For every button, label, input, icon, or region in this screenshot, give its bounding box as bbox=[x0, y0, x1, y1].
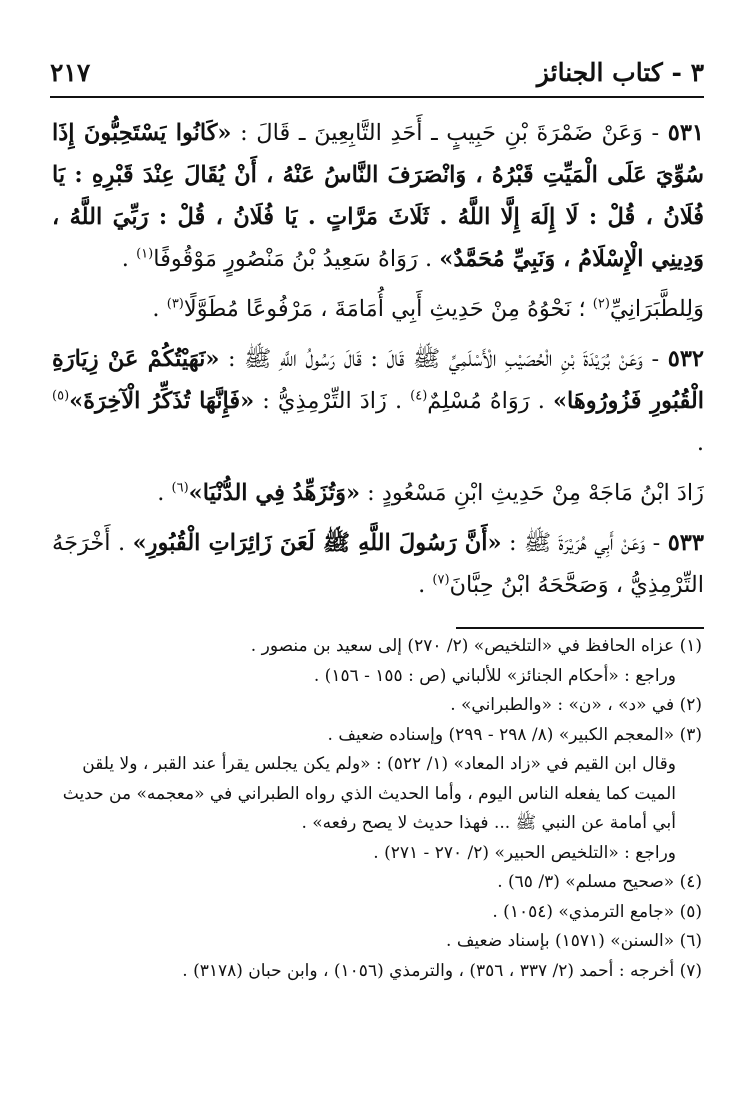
footnote-ref[interactable]: (٢) bbox=[592, 296, 610, 312]
hadith-quote: «نَهَيْتُكُمْ عَنْ زِيَارَةِ الْقُبُورِ فَزُورُوهَا» bbox=[52, 346, 704, 414]
hadith-number: ٥٣٢ bbox=[667, 346, 704, 372]
footnote-ref[interactable]: (٤) bbox=[410, 388, 428, 404]
chapter-title: ٣ - كتاب الجنائز bbox=[536, 57, 704, 87]
footnote-5: (٥) «جامع الترمذي» (١٠٥٤) . bbox=[492, 901, 702, 922]
footnote-ref[interactable]: (٥) bbox=[52, 388, 70, 404]
hadith-quote-addition: «فَإِنَّهَا تُذَكِّرُ الْآخِرَةَ» bbox=[69, 388, 255, 414]
footnotes bbox=[52, 632, 702, 986]
header-divider bbox=[50, 96, 704, 98]
addition-text: ؛ نَحْوُهُ مِنْ حَدِيثِ أَبِي أُمَامَةَ ، مَرْفُوعًا مُطَوَّلًا bbox=[183, 296, 593, 322]
hadith-532: ٥٣٢ - وَعَنْ بُرَيْدَةَ بْنِ الْحُصَيْبِ الْأَسْلَمِيِّ ﷺ قَالَ : قَالَ رَسُولُ اللَّهِ ﷺ : «نَهَيْتُكُمْ عَنْ زِيَارَةِ الْقُبُورِ فَزُورُوهَا» . رَوَاهُ مُسْلِمٌ$^{(٤)}$ . زَادَ التِّرْمِذِيُّ : «فَإِنَّهَا تُذَكِّرُ الْآخِرَةَ»$^{(٥)}$ . bbox=[52, 346, 704, 456]
hadith-quote: «كَانُوا يَسْتَحِبُّونَ إِذَا سُوِّيَ عَلَى الْمَيِّتِ قَبْرُهُ ، وَانْصَرَفَ النَّاسُ عَنْهُ ، أَنْ يُقَالَ عِنْدَ قَبْرِهِ : يَا فُلَانُ ، قُلْ : لَا إِلَهَ إِلَّا اللَّهُ . ثَلَاثَ مَرَّاتٍ . يَا فُلَانُ ، قُلْ : رَبِّيَ اللَّهُ ، وَدِينِي الْإِسْلَامُ ، وَنَبِيِّ مُحَمَّدٌ» bbox=[52, 120, 705, 272]
hadith-narrator: - وَعَنْ بُرَيْدَةَ بْنِ الْحُصَيْبِ الْأَسْلَمِيِّ ﷺ قَالَ : قَالَ رَسُولُ اللَّهِ ﷺ : bbox=[219, 346, 668, 372]
footnote-ref[interactable]: (٣) bbox=[166, 296, 184, 312]
hadith-narrator: - وَعَنْ ضَمْرَةَ بْنِ حَبِيبٍ ـ أَحَدِ التَّابِعِينَ ـ قَالَ : bbox=[231, 120, 668, 146]
footnote-1: (١) عزاه الحافظ في «التلخيص» (٢/ ٢٧٠) إلى سعيد بن منصور . bbox=[250, 636, 702, 656]
hadith-531-addition: وَلِلطَّبَرَانِيِّ$^{(٢)}$ ؛ نَحْوُهُ مِنْ حَدِيثِ أَبِي أُمَامَةَ ، مَرْفُوعًا مُطَوَّلًا$^{(٣)}$ . bbox=[152, 296, 704, 322]
hadith-532-addition: زَادَ ابْنُ مَاجَهْ مِنْ حَدِيثِ ابْنِ مَسْعُودٍ : «وَتُزَهِّدُ فِي الدُّنْيَا»$^{(٦)}$ . bbox=[157, 480, 704, 506]
hadith-source: . رَوَاهُ سَعِيدُ بْنُ مَنْصُورٍ مَوْقُوفًا bbox=[153, 246, 440, 272]
footnote-ref[interactable]: (٧) bbox=[432, 572, 450, 588]
hadith-number: ٥٣١ bbox=[667, 120, 704, 146]
hadith-source: . أَخْرَجَهُ التِّرْمِذِيُّ ، وَصَحَّحَهُ ابْنُ حِبَّانَ bbox=[52, 530, 704, 598]
hadith-narrator: - وَعَنْ أَبِي هُرَيْرَةَ ﷺ : bbox=[501, 530, 668, 556]
footnote-4: (٤) «صحيح مسلم» (٣/ ٦٥) . bbox=[497, 872, 702, 892]
page-header bbox=[50, 52, 704, 92]
hadith-quote: «أَنَّ رَسُولَ اللَّهِ ﷺ لَعَنَ زَائِرَاتِ الْقُبُورِ» bbox=[132, 530, 502, 556]
footnote-1-continued: وراجع : «أحكام الجنائز» للألباني (ص : ١٥٥ - ١٥٦) . bbox=[313, 665, 676, 686]
hadith-source: . رَوَاهُ مُسْلِمٌ bbox=[427, 388, 553, 414]
footnote-3-reference: وراجع : «التلخيص الحبير» (٢/ ٢٧٠ - ٢٧١) . bbox=[373, 842, 676, 863]
hadith-533: ٥٣٣ - وَعَنْ أَبِي هُرَيْرَةَ ﷺ : «أَنَّ رَسُولَ اللَّهِ ﷺ لَعَنَ زَائِرَاتِ الْقُبُورِ» . أَخْرَجَهُ التِّرْمِذِيُّ ، وَصَحَّحَهُ ابْنُ حِبَّانَ$^{(٧)}$ . bbox=[52, 530, 704, 598]
hadith-addition: . زَادَ التِّرْمِذِيُّ : bbox=[254, 388, 411, 414]
hadith-531: ٥٣١ - وَعَنْ ضَمْرَةَ بْنِ حَبِيبٍ ـ أَحَدِ التَّابِعِينَ ـ قَالَ : «كَانُوا يَسْتَحِبُّونَ إِذَا سُوِّيَ عَلَى الْمَيِّتِ قَبْرُهُ ، وَانْصَرَفَ النَّاسُ عَنْهُ ، أَنْ يُقَالَ عِنْدَ قَبْرِهِ : يَا فُلَانُ ، قُلْ : لَا إِلَهَ إِلَّا اللَّهُ . ثَلَاثَ مَرَّاتٍ . يَا فُلَانُ ، قُلْ : رَبِّيَ اللَّهُ ، وَدِينِي الْإِسْلَامُ ، وَنَبِيِّ مُحَمَّدٌ» . رَوَاهُ سَعِيدُ بْنُ مَنْصُورٍ مَوْقُوفًا$^{(١)}$ . bbox=[52, 120, 705, 272]
footnote-2: (٢) في «د» ، «ن» : «والطبراني» . bbox=[450, 695, 702, 715]
addition-source: وَلِلطَّبَرَانِيِّ bbox=[609, 296, 704, 322]
footnote-6: (٦) «السنن» (١٥٧١) بإسناد ضعيف . bbox=[446, 931, 702, 951]
main-text bbox=[52, 112, 704, 614]
hadith-number: ٥٣٣ bbox=[667, 530, 704, 556]
footnote-3: (٣) «المعجم الكبير» (٨/ ٢٩٨ - ٢٩٩) وإسناده ضعيف . bbox=[327, 724, 702, 745]
footnote-divider bbox=[456, 627, 704, 629]
footnote-ref[interactable]: (١) bbox=[136, 246, 154, 262]
addition-quote: «وَتُزَهِّدُ فِي الدُّنْيَا» bbox=[188, 480, 361, 506]
page-number: ٢١٧ bbox=[50, 57, 91, 87]
footnote-ref[interactable]: (٦) bbox=[171, 480, 189, 496]
addition-source: زَادَ ابْنُ مَاجَهْ مِنْ حَدِيثِ ابْنِ مَسْعُودٍ : bbox=[360, 480, 704, 506]
footnote-7: (٧) أخرجه : أحمد (٢/ ٣٣٧ ، ٣٥٦) ، والترمذي (١٠٥٦) ، وابن حبان (٣١٧٨) . bbox=[182, 960, 702, 981]
footnote-3-continued: وقال ابن القيم في «زاد المعاد» (١/ ٥٢٢) : «ولم يكن يجلس يقرأ عند القبر ، ولا يلقن الميت كما يفعله الناس اليوم ، وأما الحديث الذي رواه الطبراني في «معجمه» من حديث أبي أمامة عن النبي ﷺ ... فهذا حديث لا يصح رفعه» . bbox=[62, 754, 676, 833]
